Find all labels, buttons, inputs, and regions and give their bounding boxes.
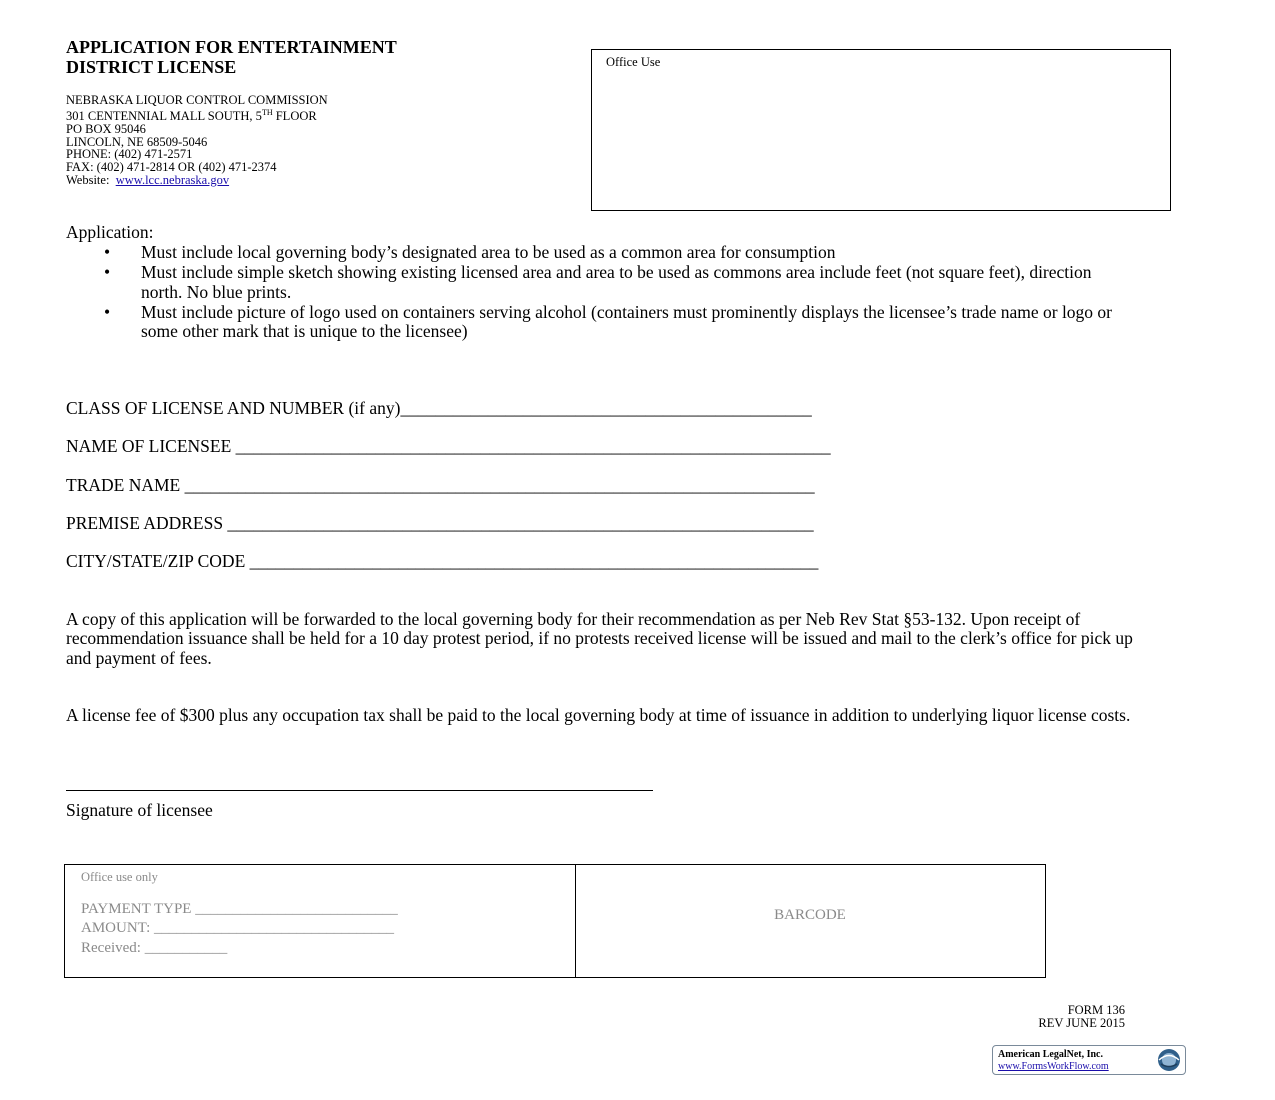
form-title (66, 37, 397, 77)
office-use-only-box (64, 864, 1046, 978)
application-requirements-list (66, 243, 1126, 342)
bullet-icon: • (104, 262, 111, 283)
form-revision: REV JUNE 2015 (1038, 1016, 1125, 1030)
signature-label: Signature of licensee (66, 800, 213, 820)
agency-address-block (66, 94, 328, 187)
globe-icon (1155, 1047, 1183, 1073)
bullet-icon: • (104, 301, 111, 322)
application-heading: Application: (66, 222, 154, 242)
office-use-label: Office Use (606, 55, 661, 69)
list-item: • Must include simple sketch showing existing licensed area and area to be used as commons area include feet (not square feet), direction north. No blue prints. (104, 262, 1092, 302)
forwarding-paragraph: A copy of this application will be forwarded to the local governing body for their recommendation as per Neb Rev Stat §53-132. Upon receipt of recommendation issuance shall be held for a 10 day protest period, if no protests received license will be issued and mail to the clerk’s office for pick up and payment of fees. (66, 609, 1133, 668)
form-number-block (1038, 1004, 1125, 1030)
form-title-line2: DISTRICT LICENSE (66, 57, 237, 77)
city-state-zip-field[interactable]: CITY/STATE/ZIP CODE _________________________________________________________________ (66, 551, 819, 571)
website-link[interactable]: www.lcc.nebraska.gov (115, 172, 230, 187)
agency-city: LINCOLN, NE 68509-5046 (66, 134, 208, 149)
list-item: • Must include picture of logo used on containers serving alcohol (containers must prominently displays the licensee’s trade name or logo or some other mark that is unique to the licensee) (104, 301, 1113, 342)
list-item: • Must include local governing body’s designated area to be used as a common area for consumption (104, 242, 836, 262)
bullet-icon: • (104, 242, 111, 262)
brand-url[interactable]: www.FormsWorkFlow.com (998, 1061, 1109, 1072)
agency-phone: PHONE: (402) 471-2571 (66, 147, 193, 162)
class-of-license-field[interactable]: CLASS OF LICENSE AND NUMBER (if any)_______________________________________________ (66, 398, 812, 418)
premise-address-field[interactable]: PREMISE ADDRESS ___________________________________________________________________ (66, 513, 814, 533)
agency-po-box: PO BOX 95046 (66, 121, 146, 136)
brand-name: American LegalNet, Inc. (998, 1049, 1103, 1060)
form-title-line1: APPLICATION FOR ENTERTAINMENT (66, 37, 397, 57)
barcode-placeholder: BARCODE (774, 907, 846, 923)
license-fee-paragraph: A license fee of $300 plus any occupation tax shall be paid to the local governing body at time of issuance in addition to underlying liquor license costs. (66, 705, 1131, 725)
agency-fax: FAX: (402) 471-2814 OR (402) 471-2374 (66, 160, 277, 175)
trade-name-field[interactable]: TRADE NAME ________________________________________________________________________ (66, 475, 815, 495)
received-field: Received: ___________ (81, 940, 228, 956)
payment-type-field: PAYMENT TYPE ___________________________ (81, 901, 398, 917)
american-legalnet-logo[interactable] (992, 1045, 1186, 1075)
office-use-box (591, 49, 1171, 211)
name-of-licensee-field[interactable]: NAME OF LICENSEE ____________________________________________________________________ (66, 436, 831, 456)
signature-line[interactable] (66, 790, 653, 791)
form-number: FORM 136 (1067, 1003, 1125, 1017)
agency-street: 301 CENTENNIAL MALL SOUTH, 5TH FLOOR (66, 107, 317, 123)
office-use-only-title: Office use only (81, 870, 158, 884)
agency-name: NEBRASKA LIQUOR CONTROL COMMISSION (66, 93, 328, 107)
agency-website: Website: www.lcc.nebraska.gov (66, 172, 230, 187)
amount-field: AMOUNT: ________________________________ (81, 920, 395, 936)
